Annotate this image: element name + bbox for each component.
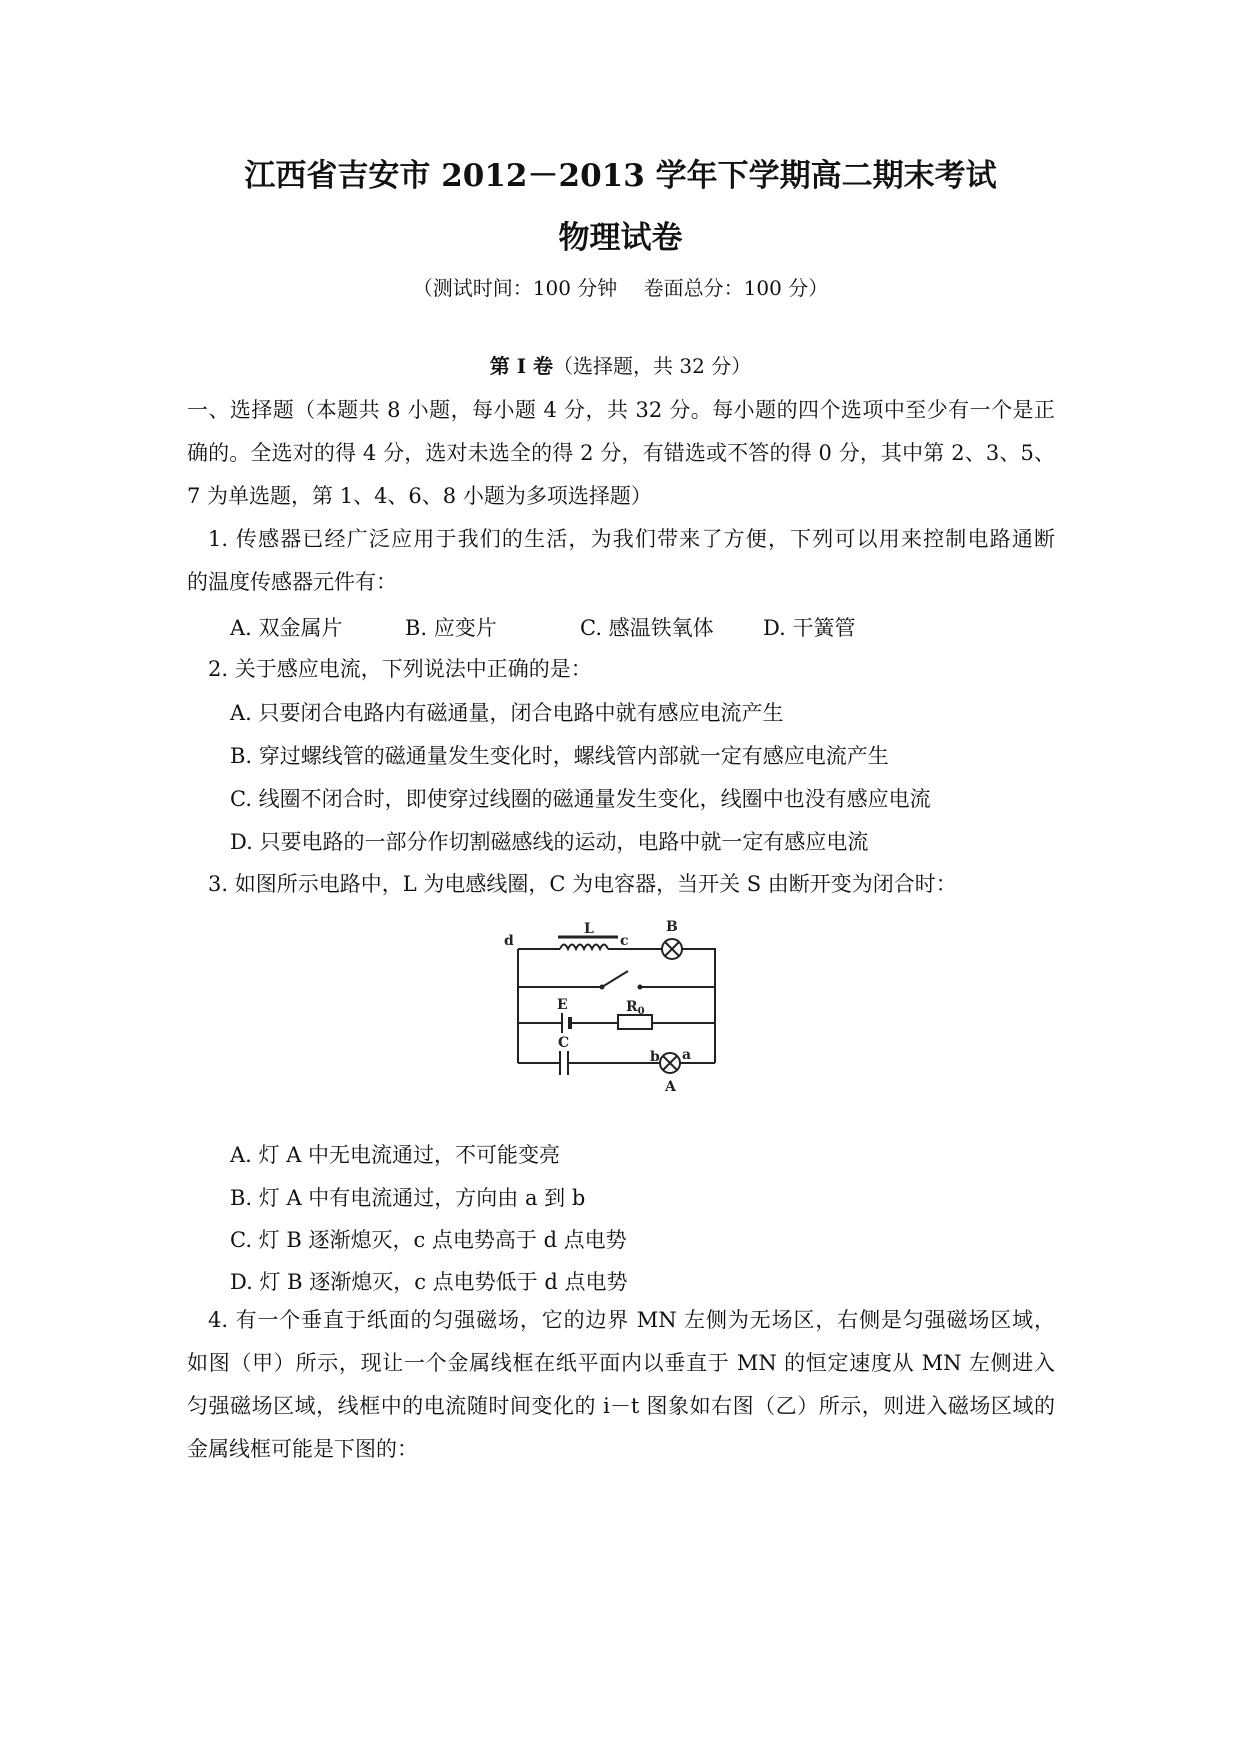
label-e: E xyxy=(557,997,568,1013)
circuit-right-wire xyxy=(682,949,715,1063)
capacitor-plates-icon xyxy=(560,1051,568,1075)
q1-stem-line-1: 1. 传感器已经广泛应用于我们的生活，为我们带来了方便，下列可以用来控制电路通断 xyxy=(208,527,1055,551)
label-b-lamp: B xyxy=(666,919,678,935)
q1-option-d: D. 干簧管 xyxy=(763,616,856,640)
q1-option-b: B. 应变片 xyxy=(405,616,497,640)
switch-lever-icon xyxy=(602,971,628,987)
instructions-line-3: 7 为单选题，第 1、4、6、8 小题为多项选择题） xyxy=(187,484,652,508)
lamp-b-cross xyxy=(665,942,679,956)
q3-option-d: D. 灯 B 逐渐熄灭，c 点电势低于 d 点电势 xyxy=(230,1270,628,1294)
exam-subject: 物理试卷 xyxy=(558,220,683,256)
label-d: d xyxy=(504,933,514,949)
instructions-line-2: 确的。全选对的得 4 分，选对未选全的得 2 分，有错选或不答的得 0 分，其中第 2、3、5、 xyxy=(187,441,1055,465)
q3-option-a: A. 灯 A 中无电流通过，不可能变亮 xyxy=(230,1143,561,1167)
switch-contact-dot xyxy=(638,985,643,990)
q4-stem-line-1: 4. 有一个垂直于纸面的匀强磁场，它的边界 MN 左侧为无场区，右侧是匀强磁场区域， xyxy=(208,1308,1055,1332)
q3-stem: 3. 如图所示电路中，L 为电感线圈，C 为电容器，当开关 S 由断开变为闭合时： xyxy=(208,872,957,896)
section-title-rest: （选择题，共 32 分） xyxy=(553,354,752,378)
q1-option-c: C. 感温铁氧体 xyxy=(580,616,714,640)
label-r0 xyxy=(626,999,645,1017)
q1-stem-line-2: 的温度传感器元件有： xyxy=(187,570,397,594)
q3-option-c: C. 灯 B 逐渐熄灭，c 点电势高于 d 点电势 xyxy=(230,1228,627,1252)
section-title-bold: 第 I 卷 xyxy=(489,354,554,378)
switch-pivot-dot xyxy=(600,985,605,990)
q3-circuit-diagram xyxy=(500,905,740,1105)
label-b-point: b xyxy=(650,1049,660,1065)
q2-option-c: C. 线圈不闭合时，即使穿过线圈的磁通量发生变化，线圈中也没有感应电流 xyxy=(230,787,931,811)
q2-stem: 2. 关于感应电流，下列说法中正确的是： xyxy=(208,657,592,681)
q2-option-a: A. 只要闭合电路内有磁通量，闭合电路中就有感应电流产生 xyxy=(230,701,784,725)
q1-option-a: A. 双金属片 xyxy=(230,616,343,640)
q2-option-b: B. 穿过螺线管的磁通量发生变化时，螺线管内部就一定有感应电流产生 xyxy=(230,744,889,768)
label-a-point: a xyxy=(682,1047,692,1063)
q4-stem-line-4: 金属线框可能是下图的： xyxy=(187,1437,418,1461)
label-a-lamp: A xyxy=(665,1079,676,1095)
exam-title: 江西省吉安市 2012－2013 学年下学期高二期末考试 xyxy=(244,158,997,194)
section-title xyxy=(0,350,1241,379)
label-r0-sub: 0 xyxy=(637,1006,645,1017)
label-capacitor-c: C xyxy=(558,1035,570,1051)
inductor-coil-icon xyxy=(560,945,608,950)
label-r0-main: R xyxy=(626,999,638,1015)
q3-option-b: B. 灯 A 中有电流通过，方向由 a 到 b xyxy=(230,1186,586,1210)
instructions-line-1: 一、选择题（本题共 8 小题，每小题 4 分，共 32 分。每小题的四个选项中至少有一个是正 xyxy=(187,398,1055,422)
q4-stem-line-3: 匀强磁场区域，线框中的电流随时间变化的 i－t 图象如右图（乙）所示，则进入磁场区域的 xyxy=(187,1394,1055,1418)
label-c: c xyxy=(620,933,629,949)
lamp-a-cross xyxy=(663,1056,677,1070)
q4-stem-line-2: 如图（甲）所示，现让一个金属线框在纸平面内以垂直于 MN 的恒定速度从 MN 左侧进入 xyxy=(187,1351,1055,1375)
exam-meta: （测试时间：100 分钟 卷面总分：100 分） xyxy=(412,276,829,300)
q2-option-d: D. 只要电路的一部分作切割磁感线的运动，电路中就一定有感应电流 xyxy=(230,830,869,854)
label-l: L xyxy=(584,921,594,937)
resistor-r0-icon xyxy=(618,1015,652,1029)
